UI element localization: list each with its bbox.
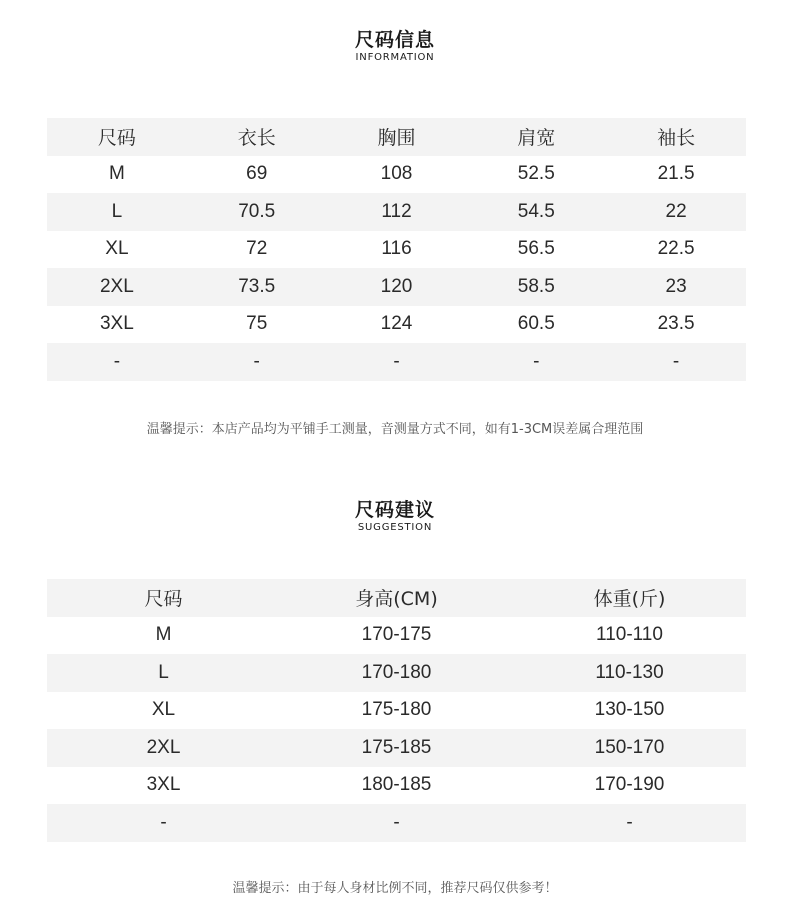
header-shoulder: 肩宽 xyxy=(517,127,556,150)
table-cell: 180-185 xyxy=(361,774,432,796)
table-cell: 23.5 xyxy=(657,313,695,335)
table-cell: 170-190 xyxy=(594,774,665,796)
header-length: 衣长 xyxy=(237,127,276,150)
table-cell: 116 xyxy=(381,238,412,260)
table-cell: M xyxy=(155,624,172,646)
table-cell: 3XL xyxy=(146,774,181,796)
table-cell: 56.5 xyxy=(517,238,555,260)
size-info-note: 温馨提示：本店产品均为平铺手工测量，音测量方式不同，如有1-3CM误差属合理范围 xyxy=(146,422,644,437)
table-cell: - xyxy=(626,811,633,833)
header-size: 尺码 xyxy=(97,127,136,150)
table-cell: XL xyxy=(151,699,176,721)
table-row xyxy=(47,231,746,269)
table-cell: 124 xyxy=(380,313,413,335)
table-cell: 69 xyxy=(246,163,268,185)
header-sleeve: 袖长 xyxy=(657,127,696,150)
table-row xyxy=(47,343,746,381)
table-cell: 75 xyxy=(246,313,268,335)
table-cell: 23 xyxy=(665,275,687,297)
table-cell: 120 xyxy=(380,275,413,297)
table-row xyxy=(47,654,746,692)
table-cell: 21.5 xyxy=(657,163,695,185)
table-cell: 112 xyxy=(381,200,412,222)
table-row xyxy=(47,306,746,344)
table-cell: 72 xyxy=(246,238,268,260)
table-row xyxy=(47,804,746,842)
table-cell: - xyxy=(533,350,540,372)
header-weight: 体重(斤) xyxy=(593,588,666,611)
table-row xyxy=(47,156,746,194)
table-cell: 52.5 xyxy=(517,163,555,185)
table-cell: - xyxy=(672,350,680,372)
table-cell: L xyxy=(158,661,169,683)
table-cell: 58.5 xyxy=(517,275,555,297)
header-chest: 胸围 xyxy=(377,127,416,150)
table-cell: 2XL xyxy=(99,275,134,297)
table-row xyxy=(47,729,746,767)
table-cell: 175-185 xyxy=(361,736,432,758)
table-cell: XL xyxy=(105,238,129,260)
table-cell: 130-150 xyxy=(594,699,665,721)
table-cell: 2XL xyxy=(146,736,181,758)
table-cell: L xyxy=(111,200,123,222)
header-height: 身高(CM) xyxy=(355,588,438,611)
table-cell: 22.5 xyxy=(657,238,695,260)
table-header-row xyxy=(47,118,746,156)
table-row xyxy=(47,193,746,231)
table-cell: 22 xyxy=(665,200,687,222)
table-cell: - xyxy=(393,811,400,833)
table-cell: 3XL xyxy=(99,313,134,335)
table-row xyxy=(47,692,746,730)
table-cell: - xyxy=(160,811,167,833)
table-cell: 70.5 xyxy=(238,200,276,222)
size-info-subtitle: INFORMATION xyxy=(355,52,435,63)
table-cell: 170-180 xyxy=(361,661,432,683)
header-size: 尺码 xyxy=(144,588,183,611)
table-cell: 73.5 xyxy=(238,275,276,297)
size-info-title: 尺码信息 xyxy=(354,29,435,51)
table-cell: 110-130 xyxy=(595,661,664,683)
table-cell: 110-110 xyxy=(596,624,663,646)
table-cell: M xyxy=(108,163,125,185)
table-cell: - xyxy=(113,350,121,372)
table-cell: 108 xyxy=(380,163,413,185)
table-header-row xyxy=(47,579,746,617)
size-suggestion-title: 尺码建议 xyxy=(354,499,435,521)
table-cell: - xyxy=(253,350,260,372)
table-row xyxy=(47,617,746,655)
table-cell: 54.5 xyxy=(517,200,555,222)
size-suggestion-subtitle: SUGGESTION xyxy=(357,522,433,533)
table-cell: - xyxy=(393,350,400,372)
size-suggestion-note: 温馨提示：由于每人身材比例不同，推荐尺码仅供参考！ xyxy=(232,881,558,896)
table-cell: 170-175 xyxy=(361,624,432,646)
table-cell: 150-170 xyxy=(594,736,665,758)
table-row xyxy=(47,268,746,306)
table-cell: 60.5 xyxy=(517,313,555,335)
size-suggestion-table xyxy=(47,579,746,842)
table-row xyxy=(47,767,746,805)
size-info-table xyxy=(47,118,746,381)
table-cell: 175-180 xyxy=(361,699,432,721)
